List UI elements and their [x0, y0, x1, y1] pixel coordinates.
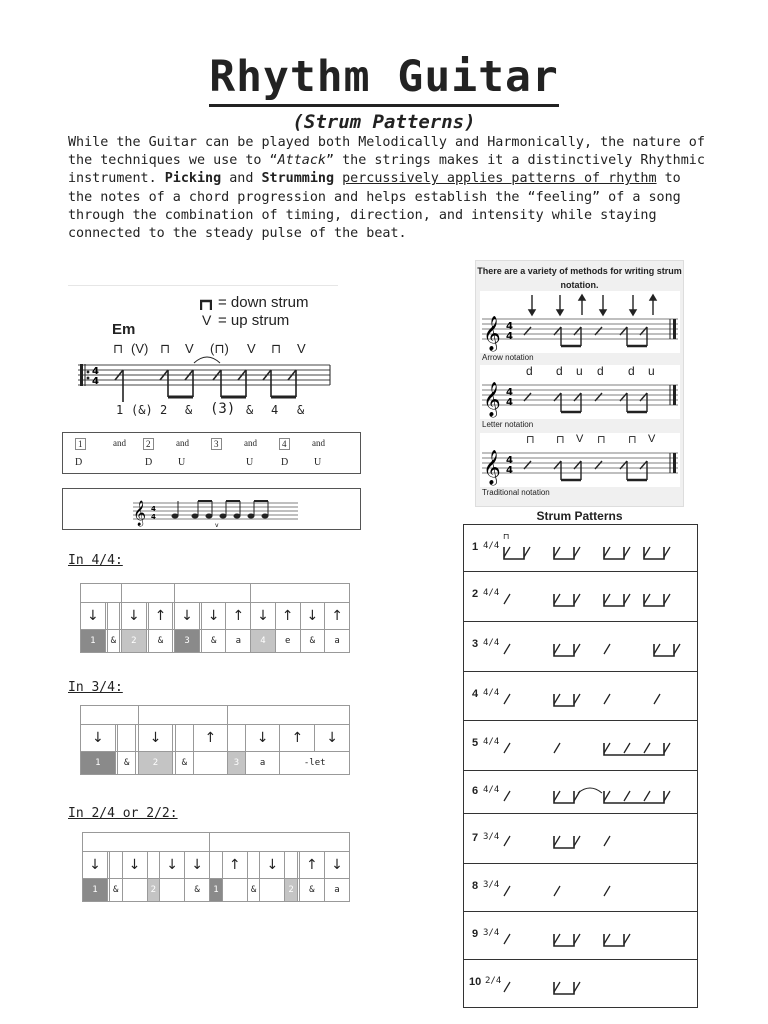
grid-count-cell: 1	[83, 879, 108, 902]
pattern-number: 4	[472, 688, 479, 700]
grid-arrow-cell	[109, 852, 122, 879]
pattern-number: 2	[472, 588, 479, 600]
strum-mark: V	[247, 341, 256, 356]
count-num: 4	[279, 438, 290, 450]
grid-arrow-cell: ↓	[121, 603, 146, 630]
page-subtitle: (Strum Patterns)	[292, 111, 476, 133]
grid-arrow-cell: ↓	[324, 852, 349, 879]
grid-count-cell: &	[176, 752, 194, 775]
svg-text:4: 4	[506, 321, 513, 332]
grid-arrow-cell: ↓	[81, 725, 116, 752]
legend-down-text: = down strum	[218, 294, 309, 311]
grid-34	[80, 705, 350, 775]
grid-count-cell: 1	[81, 752, 116, 775]
strum-mark: ⊓	[271, 341, 282, 356]
grid-arrow-row	[83, 852, 350, 879]
strum-patterns-title: Strum Patterns	[536, 509, 623, 523]
svg-text:4: 4	[506, 465, 513, 476]
grid-arrow-cell: ↑	[299, 852, 324, 879]
grid-header-row	[83, 833, 350, 852]
svg-text:𝄞: 𝄞	[133, 501, 147, 526]
letter-notation-caption: Letter notation	[482, 420, 534, 429]
grid-arrow-cell: ↓	[245, 725, 280, 752]
grid-count-cell: &	[118, 752, 136, 775]
pattern-number: 5	[472, 737, 479, 749]
svg-text:v: v	[215, 522, 219, 527]
intro-underlined: percussively applies patterns of rhythm	[342, 171, 657, 187]
grid-arrow-cell: ↓	[160, 852, 185, 879]
up-strum-legend-icon: V	[202, 312, 212, 328]
count-sub: U	[246, 457, 254, 468]
count-label: &	[297, 403, 305, 417]
intro-picking: Picking	[164, 171, 222, 187]
title-text: Rhythm Guitar	[209, 52, 559, 107]
count-and: and	[244, 438, 257, 448]
pattern-time-signature: 3/4	[483, 928, 500, 938]
intro-strumming: Strumming	[261, 171, 335, 187]
grid-arrow-cell	[228, 725, 246, 752]
pattern-time-signature: 4/4	[483, 688, 500, 698]
svg-text:4: 4	[506, 387, 513, 398]
grid-arrow-cell: ↑	[226, 603, 251, 630]
intro-attack: Attack	[277, 153, 326, 169]
pattern-time-signature: 4/4	[483, 588, 500, 598]
grid-count-cell: 1	[81, 630, 106, 653]
grid-44	[80, 583, 350, 653]
grid-arrow-cell: ↑	[222, 852, 247, 879]
grid-count-cell: &	[201, 630, 226, 653]
grid-count-cell	[193, 752, 228, 775]
section-label-44: In 4/4:	[68, 553, 123, 568]
pattern-slashes	[502, 775, 692, 809]
pattern-row	[464, 864, 697, 912]
pattern-row	[464, 721, 697, 771]
count-label: (3)	[210, 401, 236, 417]
pattern-time-signature: 4/4	[483, 541, 500, 551]
grid-arrow-cell: ↑	[325, 603, 350, 630]
strum-mark: (⊓)	[210, 341, 229, 356]
svg-text:4: 4	[506, 331, 513, 342]
letter-mark: d	[628, 364, 635, 378]
pattern-number: 10	[469, 976, 482, 988]
pattern-slashes	[502, 966, 692, 1000]
grid-beat-cell	[138, 706, 228, 725]
grid-arrow-cell: ↓	[185, 852, 210, 879]
grid-arrow-row	[81, 725, 350, 752]
grid-count-cell: &	[185, 879, 210, 902]
grid-arrow-cell	[247, 852, 260, 879]
grid-count-cell: 3	[175, 630, 200, 653]
count-label: 4	[271, 403, 279, 417]
grid-arrow-cell: ↓	[83, 852, 108, 879]
pattern-number: 3	[472, 638, 479, 650]
strum-mark: ⊓	[160, 341, 171, 356]
grid-header-row	[81, 584, 350, 603]
grid-count-cell: a	[245, 752, 280, 775]
grid-arrow-cell: ↓	[315, 725, 350, 752]
grid-count-row	[81, 630, 350, 653]
grid-count-cell	[122, 879, 147, 902]
svg-text:𝄞: 𝄞	[483, 450, 501, 485]
pattern-time-signature: 4/4	[483, 638, 500, 648]
grid-count-cell: -let	[280, 752, 350, 775]
grid-arrow-cell: ↑	[193, 725, 228, 752]
traditional-mark: ⊓	[597, 434, 606, 446]
traditional-mark: ⊓	[556, 434, 565, 446]
traditional-mark: ⊓	[628, 434, 637, 446]
pattern-slashes	[502, 727, 692, 761]
section-label-34: In 3/4:	[68, 680, 123, 695]
intro-and: and	[221, 171, 262, 187]
pattern-slashes	[502, 678, 692, 712]
pattern-time-signature: 2/4	[485, 976, 502, 986]
grid-arrow-cell: ↓	[300, 603, 325, 630]
count-strum: D	[75, 457, 83, 468]
grid-count-cell	[260, 879, 285, 902]
grid-count-cell: 2	[138, 752, 173, 775]
grid-arrow-cell: ↓	[138, 725, 173, 752]
pattern-row	[464, 912, 697, 960]
grid-arrow-row	[81, 603, 350, 630]
strum-mark: V	[297, 341, 306, 356]
grid-beat-cell	[83, 833, 210, 852]
notation-methods-panel	[475, 260, 684, 507]
grid-count-cell	[222, 879, 247, 902]
grid-count-row	[83, 879, 350, 902]
svg-text:4: 4	[151, 505, 156, 513]
count-num: 2	[143, 438, 154, 450]
grid-24	[82, 832, 350, 902]
grid-beat-cell	[121, 584, 174, 603]
pattern-time-signature: 3/4	[483, 880, 500, 890]
traditional-marks-row	[480, 433, 680, 447]
count-label: (&)	[131, 403, 153, 417]
grid-count-cell: &	[148, 630, 173, 653]
pattern-number: 9	[472, 928, 479, 940]
grid-arrow-cell	[176, 725, 194, 752]
pattern-time-signature: 3/4	[483, 832, 500, 842]
traditional-mark: ⊓	[526, 434, 535, 446]
svg-text:4: 4	[151, 513, 156, 521]
pattern-row	[464, 622, 697, 672]
count-label: 2	[160, 403, 168, 417]
grid-count-cell: a	[324, 879, 349, 902]
svg-text:⊓: ⊓	[503, 532, 510, 541]
strum-mark: V	[185, 341, 194, 356]
pattern-row	[464, 525, 697, 572]
pattern-time-signature: 4/4	[483, 737, 500, 747]
grid-arrow-cell	[147, 852, 160, 879]
grid-beat-cell	[81, 706, 139, 725]
count-strum: D	[145, 457, 153, 468]
intro-paragraph	[68, 134, 713, 243]
grid-count-cell: 2	[121, 630, 146, 653]
section-label-24: In 2/4 or 2/2:	[68, 806, 178, 821]
pattern-slashes	[502, 578, 692, 612]
page-title	[0, 52, 768, 102]
grid-count-cell: 1	[210, 879, 223, 902]
traditional-mark: V	[576, 433, 584, 445]
pattern-row	[464, 572, 697, 622]
pattern-row	[464, 672, 697, 721]
grid-beat-cell	[175, 584, 251, 603]
count-sub: U	[178, 457, 186, 468]
grid-count-cell	[160, 879, 185, 902]
grid-count-cell: 2	[147, 879, 160, 902]
grid-arrow-cell: ↓	[260, 852, 285, 879]
grid-arrow-cell	[107, 603, 119, 630]
grid-count-cell: &	[300, 630, 325, 653]
grid-arrow-cell	[118, 725, 136, 752]
grid-beat-cell	[210, 833, 350, 852]
grid-beat-cell	[81, 584, 122, 603]
grid-arrow-cell: ↓	[201, 603, 226, 630]
strum-patterns-table	[463, 524, 698, 1008]
pattern-row	[464, 771, 697, 814]
svg-text:𝄞: 𝄞	[483, 316, 501, 351]
em-divider	[68, 285, 338, 286]
pattern-slashes	[502, 531, 692, 565]
grid-beat-cell	[228, 706, 350, 725]
count-and: and	[176, 438, 189, 448]
letter-mark: u	[576, 364, 583, 378]
pattern-slashes	[502, 870, 692, 904]
letter-mark: u	[648, 364, 655, 378]
letter-mark: d	[597, 364, 604, 378]
count-label: 1	[116, 403, 124, 417]
strum-marks-row	[113, 341, 333, 357]
pattern-number: 6	[472, 785, 479, 797]
em-example	[68, 285, 368, 425]
pattern-slashes	[502, 820, 692, 854]
grid-count-cell: 4	[251, 630, 276, 653]
count-label: &	[246, 403, 254, 417]
count-and: and	[113, 438, 126, 448]
letter-mark: d	[556, 364, 563, 378]
count-strip	[62, 432, 361, 474]
pattern-row	[464, 960, 697, 1007]
traditional-mark: V	[648, 433, 656, 445]
traditional-notation-caption: Traditional notation	[482, 488, 550, 497]
pattern-number: 8	[472, 880, 479, 892]
svg-text:4: 4	[92, 376, 99, 387]
grid-count-cell: &	[247, 879, 260, 902]
count-num: 3	[211, 438, 222, 450]
grid-count-cell: 3	[228, 752, 246, 775]
grid-arrow-cell: ↑	[280, 725, 315, 752]
grid-count-cell: &	[299, 879, 324, 902]
pattern-time-signature: 4/4	[483, 785, 500, 795]
grid-arrow-cell: ↓	[251, 603, 276, 630]
svg-text:𝄞: 𝄞	[483, 382, 501, 417]
grid-arrow-cell: ↓	[81, 603, 106, 630]
grid-beat-cell	[251, 584, 350, 603]
pattern-row	[464, 814, 697, 864]
grid-arrow-cell: ↓	[175, 603, 200, 630]
pattern-number: 1	[472, 541, 479, 553]
rhythm-staff	[123, 493, 303, 527]
count-label: &	[185, 403, 193, 417]
legend-up-text: = up strum	[218, 312, 290, 329]
count-num: 1	[75, 438, 86, 450]
grid-header-row	[81, 706, 350, 725]
down-strum-legend-icon	[200, 299, 212, 311]
svg-text:4: 4	[92, 366, 99, 377]
strum-mark: ⊓	[113, 341, 124, 356]
letter-mark: d	[526, 364, 533, 378]
grid-count-row	[81, 752, 350, 775]
grid-count-cell: a	[226, 630, 251, 653]
count-and: and	[312, 438, 325, 448]
rhythm-notation-strip	[62, 488, 361, 530]
letter-marks-row	[480, 364, 680, 378]
arrow-notation-staff	[480, 291, 680, 353]
intro-text-2: ” the strings makes it a distinctively Rhythmic instrument.	[68, 153, 713, 187]
intro-space	[334, 171, 342, 186]
count-strum: D	[281, 457, 289, 468]
svg-text:4: 4	[506, 397, 513, 408]
grid-arrow-cell: ↑	[148, 603, 173, 630]
grid-arrow-cell: ↑	[275, 603, 300, 630]
arrow-notation-caption: Arrow notation	[482, 353, 534, 362]
grid-count-cell: a	[325, 630, 350, 653]
grid-arrow-cell	[210, 852, 223, 879]
intro-text-3: to the notes of a chord progression and helps establish the “feeling” of a song through the combination of timing, direction, and intensity while staying connected to the steady pulse of the beat.	[68, 171, 689, 242]
svg-text:4: 4	[506, 455, 513, 466]
notation-panel-title-2: notation.	[560, 280, 599, 290]
chord-label: Em	[112, 321, 136, 338]
strum-mark: (V)	[131, 341, 149, 356]
grid-count-cell: e	[275, 630, 300, 653]
intro-text-1: While the Guitar can be played both Melodically and Harmonically, the nature of the techniques we use to “	[68, 135, 713, 169]
pattern-number: 7	[472, 832, 479, 844]
notation-panel-title-1: There are a variety of methods for writing strum	[477, 266, 682, 276]
count-row	[113, 403, 333, 421]
grid-count-cell: &	[109, 879, 122, 902]
grid-count-cell: 2	[285, 879, 298, 902]
grid-arrow-cell: ↓	[122, 852, 147, 879]
pattern-slashes	[502, 628, 692, 662]
grid-count-cell: &	[107, 630, 119, 653]
count-sub: U	[314, 457, 322, 468]
grid-arrow-cell	[285, 852, 298, 879]
pattern-slashes	[502, 918, 692, 952]
